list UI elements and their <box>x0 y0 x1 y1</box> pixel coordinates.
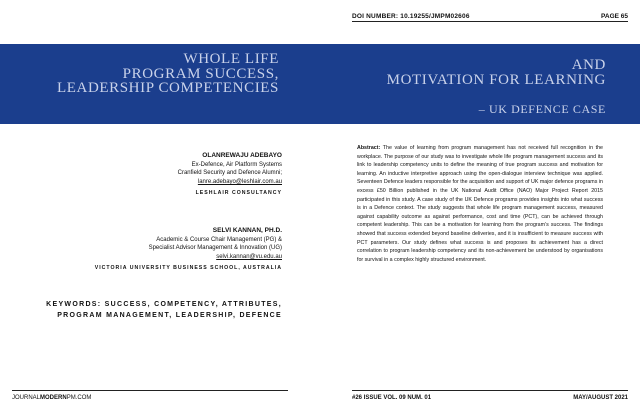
author-email-link[interactable]: selvi.kannan@vu.edu.au <box>216 253 282 260</box>
author-name: SELVI KANNAN, PH.D. <box>212 227 282 234</box>
keywords-label: KEYWORDS: <box>46 301 102 308</box>
subtitle: – UK DEFENCE CASE <box>478 102 606 116</box>
title-line-3: LEADERSHIP COMPETENCIES <box>56 80 279 96</box>
title-line-1: WHOLE LIFE <box>183 51 279 67</box>
author-organization: LESHLAIR CONSULTANCY <box>195 190 282 197</box>
doi-number: DOI NUMBER: 10.19255/JMPM02606 <box>352 13 470 20</box>
abstract <box>357 144 603 264</box>
author-affiliation: Cranfield Security and Defence Alumni; <box>177 170 282 177</box>
author-1 <box>178 152 282 198</box>
header-rule <box>352 21 628 22</box>
footer-rule-right <box>352 390 628 391</box>
footer-rule-left <box>12 390 288 391</box>
title-right-line-1: AND <box>571 57 606 73</box>
author-affiliation: Specialist Advisor Management & Innovation (UG) <box>148 245 282 252</box>
keywords-text: SUCCESS, COMPETENCY, ATTRIBUTES, PROGRAM MANAGEMENT, LEADERSHIP, DEFENCE <box>57 301 282 319</box>
title-right-line-2: MOTIVATION FOR LEARNING <box>386 72 606 88</box>
title-line-2: PROGRAM SUCCESS, <box>122 65 279 82</box>
author-affiliation: Academic & Course Chair Management (PG) & <box>156 236 282 243</box>
journal-site: JOURNALMODERNPM.COM <box>12 395 92 401</box>
author-affiliation: Ex-Defence, Air Platform Systems <box>191 161 282 168</box>
title-left <box>0 52 279 96</box>
abstract-text: The value of learning from program management has not received full recognition in the workplace. The purpose of our study was to investigate whole life program management success and its link to leadership competency units to define the meaning of true program success and motivation for learning. An inductive interpretive approach using the open-dialogue interview technique was applied. Seventeen Defence leaders responsible for the acquisition and support of UK major defence programs in excess £50 Billion published in the UK National Audit Office (NAO) Major Project Report 2015 participated in this study. A case study of the UK Defence programs provides insights into what success is in a Defence context. The study suggests that whole life program management success, measured against capability outcome as against performance, cost and time (PCT), can be achieved through competent leadership. This can be a motivation for learning from the program’s success. The findings showed that success extended beyond baseline deliveries, and it is insufficient to measure success with PCT parameters. Our study defines what success is and proposes its achievement has a direct correlation to program leadership competency and its non-achievement be understood by organisations for survival in a complex highly structured environment. <box>357 145 603 263</box>
author-email-link[interactable]: lanre.adebayo@leshlair.com.au <box>197 178 282 185</box>
author-organization: VICTORIA UNIVERSITY BUSINESS SCHOOL, AUSTRALIA <box>94 265 282 272</box>
page-number: PAGE 65 <box>601 13 628 20</box>
abstract-label: Abstract: <box>357 145 381 151</box>
keywords <box>12 300 282 321</box>
author-name: OLANREWAJU ADEBAYO <box>202 152 282 159</box>
issue-date: MAY/AUGUST 2021 <box>573 395 628 401</box>
author-2 <box>95 227 282 273</box>
issue-number: #26 ISSUE VOL. 09 NUM. 01 <box>352 395 432 401</box>
